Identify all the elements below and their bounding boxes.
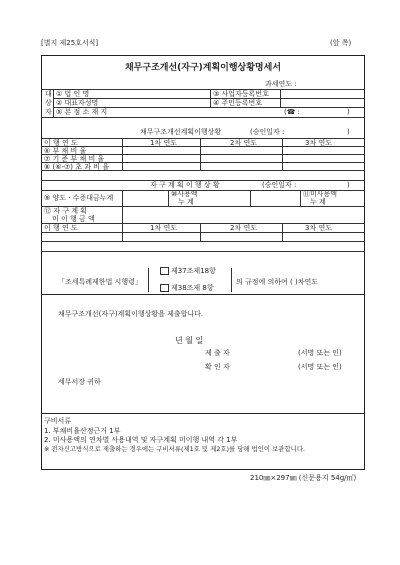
self-help-approval: (승인일자 :: [262, 181, 297, 189]
form-title: 채무구조개선(자구)계획이행상황명세서: [124, 63, 282, 73]
confirmer-label: 확 인 자: [205, 363, 230, 371]
unused-amount-sub: 누 계: [310, 198, 326, 206]
provision-option-2-label: 제38조제 8항: [171, 284, 214, 292]
unused-amount-label: ⑪미사용액: [303, 190, 338, 198]
submitter-sign: (서명 또는 인): [298, 349, 342, 357]
used-amount-label: ⑩사용액: [171, 190, 198, 198]
provision-option-1[interactable]: [160, 267, 216, 276]
checkbox-icon: [160, 284, 169, 292]
self-help-year-1: 1차 연도: [150, 224, 177, 232]
tax-year-label: 과세연도 :: [265, 80, 297, 88]
submitter-label: 제 출 자: [205, 349, 230, 357]
paper-spec: 210㎜×297㎜ (신문용지 54g/㎡): [250, 474, 357, 482]
attachment-item-2: 2. 미사용액의 연차별 사용내역 및 자구계획 미이행 내역 각 1부: [44, 436, 238, 444]
recipient: 세무서장 귀하: [58, 378, 101, 386]
headquarters-address-label: ⑤ 본 점 소 재 지: [56, 108, 108, 116]
attachments-title: 구비서류: [44, 417, 72, 425]
submission-date: 년 월 일: [175, 336, 204, 345]
debt-year-col-label: 이 행 연 도: [44, 139, 78, 147]
confirmer-sign: (서명 또는 인): [298, 363, 342, 371]
self-help-approval-close: ): [347, 181, 350, 189]
company-name-label: ① 법 인 명: [56, 90, 90, 98]
submission-statement: 채무구조개선(자구)계획이행상황을 제출합니다.: [58, 310, 204, 318]
provision-option-1-label: 제37조제18항: [171, 267, 216, 275]
declaration-frame: [41, 295, 365, 413]
business-number-label: ③ 사업자등록번호: [213, 90, 269, 98]
self-help-year-col: 이 행 연 도: [44, 224, 78, 232]
provision-suffix: 의 규정에 의하여 ( )차연도: [236, 278, 318, 286]
page-side-label: (앞 쪽): [330, 39, 352, 47]
excess-ratio-label: ⑧ (⑥-⑦) 초 과 비 율: [44, 163, 109, 171]
provision-option-2[interactable]: [160, 284, 214, 293]
transfer-total-label: ⑨ 양도 · 수증대금누계: [44, 194, 114, 202]
checkbox-icon: [160, 267, 169, 275]
self-help-year-3: 3차 연도: [305, 224, 332, 232]
used-amount-sub: 누 계: [178, 198, 194, 206]
debt-plan-approval: (승인일자 :: [250, 128, 285, 136]
debt-year-1: 1차 연도: [150, 139, 177, 147]
unfulfilled-plan-sub: 미 이 행 금 액: [52, 215, 95, 223]
form-number: [별지 제25호서식]: [41, 39, 99, 47]
phone-label: (☎ :: [284, 108, 301, 116]
filer-side-label-1: 대: [45, 90, 52, 98]
form-frame: [41, 55, 365, 295]
attachment-note: ※ 전자신고방식으로 제출하는 경우에는 구비서류(제1호 및 제2호)를 당해 법인이 보관합니다.: [44, 445, 306, 453]
filer-side-label-2: 상: [45, 99, 52, 107]
unfulfilled-plan-label: ⑫ 자 구 계 획: [44, 207, 87, 215]
phone-close: ): [347, 108, 350, 116]
debt-year-3: 3차 연도: [305, 139, 332, 147]
law-reference: 「조세특례제한법 시행령」: [58, 278, 142, 286]
debt-plan-title: 채무구조개선계획이행상황: [140, 128, 222, 136]
filer-side-label-3: 자: [45, 108, 52, 116]
resident-number-label: ④ 주민등록번호: [213, 99, 263, 107]
debt-year-2: 2차 연도: [230, 139, 257, 147]
base-debt-ratio-label: ⑦ 기 준 부 채 비 율: [44, 155, 105, 163]
self-help-plan-title: 자 구 계 획 이 행 상 황: [150, 181, 220, 189]
representative-label: ② 대표자성명: [56, 99, 99, 107]
attachment-item-1: 1. 부채비율산정근거 1부: [44, 427, 121, 435]
debt-ratio-label: ⑥ 부 채 비 율: [44, 147, 87, 155]
self-help-year-2: 2차 연도: [230, 224, 257, 232]
debt-plan-approval-close: ): [347, 128, 350, 136]
